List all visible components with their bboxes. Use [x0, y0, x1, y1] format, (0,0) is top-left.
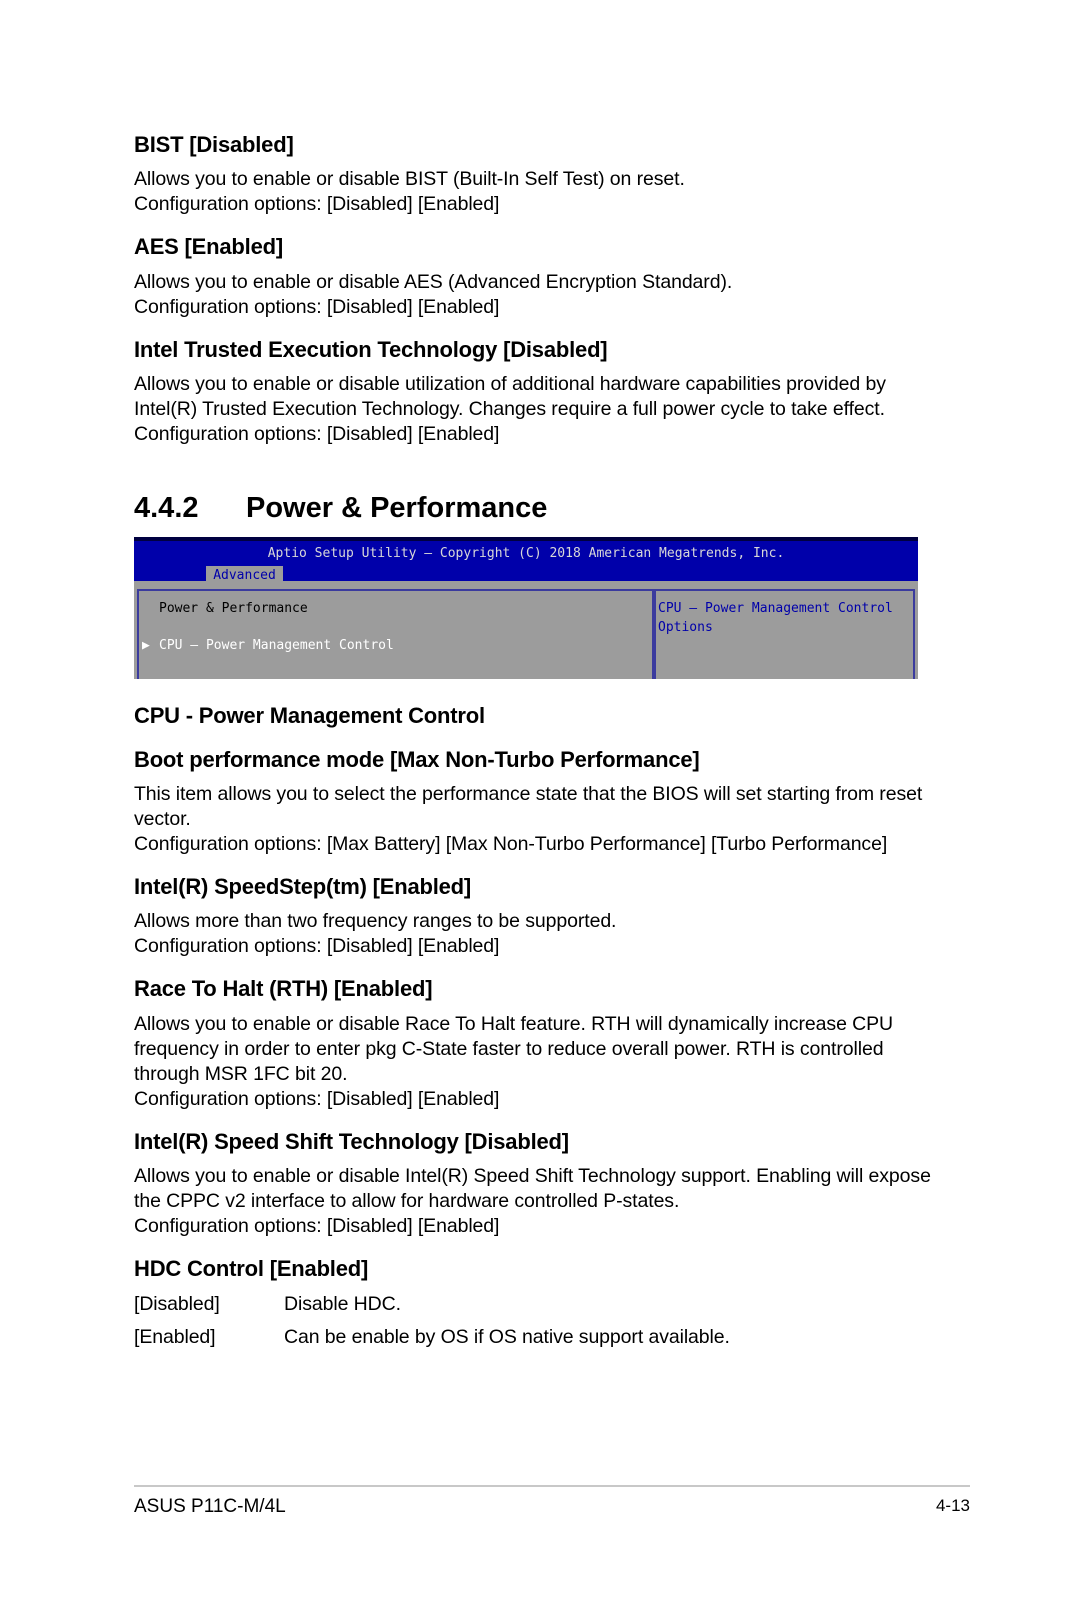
- section-number: 4.4.2: [134, 492, 199, 524]
- aes-description: Allows you to enable or disable AES (Advanced Encryption Standard).: [134, 271, 733, 293]
- txt-description-1: Allows you to enable or disable utilization of additional hardware capabilities provided by: [134, 373, 886, 395]
- hdc-option-enabled-desc: Can be enable by OS if OS native support available.: [284, 1326, 730, 1348]
- bist-heading: BIST [Disabled]: [134, 132, 294, 157]
- txt-options: Configuration options: [Disabled] [Enabled]: [134, 423, 500, 445]
- speedstep-description: Allows more than two frequency ranges to be supported.: [134, 910, 617, 932]
- txt-description-2: Intel(R) Trusted Execution Technology. Changes require a full power cycle to take effect.: [134, 398, 885, 420]
- speed-shift-description-2: the CPPC v2 interface to allow for hardware controlled P-states.: [134, 1190, 680, 1212]
- rth-description-2: frequency in order to enter pkg C-State faster to reduce overall power. RTH is controlled: [134, 1038, 884, 1060]
- rth-description-1: Allows you to enable or disable Race To Halt feature. RTH will dynamically increase CPU: [134, 1013, 894, 1035]
- section-title: Power & Performance: [246, 492, 548, 524]
- bios-screenshot: [134, 537, 918, 679]
- bios-help-line-1: CPU – Power Management Control: [658, 601, 893, 616]
- bios-menu-item-cpu-power[interactable]: CPU – Power Management Control: [159, 638, 394, 653]
- boot-perf-description-1: This item allows you to select the performance state that the BIOS will set starting from reset: [134, 783, 923, 805]
- hdc-option-enabled: [Enabled]: [134, 1326, 216, 1348]
- speed-shift-heading: Intel(R) Speed Shift Technology [Disabled]: [134, 1129, 569, 1154]
- aes-heading: AES [Enabled]: [134, 234, 283, 259]
- footer-divider: [134, 1485, 970, 1487]
- boot-perf-heading: Boot performance mode [Max Non-Turbo Performance]: [134, 747, 700, 772]
- bist-description: Allows you to enable or disable BIST (Built-In Self Test) on reset.: [134, 168, 685, 190]
- hdc-heading: HDC Control [Enabled]: [134, 1256, 369, 1281]
- bios-menu-title: Power & Performance: [159, 601, 308, 616]
- bios-title: Aptio Setup Utility – Copyright (C) 2018 American Megatrends, Inc.: [267, 546, 785, 561]
- hdc-option-disabled: [Disabled]: [134, 1293, 220, 1315]
- aes-options: Configuration options: [Disabled] [Enabled]: [134, 296, 500, 318]
- speedstep-options: Configuration options: [Disabled] [Enabled]: [134, 935, 500, 957]
- speed-shift-description-1: Allows you to enable or disable Intel(R) Speed Shift Technology support. Enabling will expose: [134, 1165, 931, 1187]
- speed-shift-options: Configuration options: [Disabled] [Enabled]: [134, 1215, 500, 1237]
- cpu-power-heading: CPU - Power Management Control: [134, 703, 485, 728]
- bios-help-line-2: Options: [658, 620, 713, 635]
- submenu-arrow-icon: ▶: [142, 638, 150, 653]
- rth-options: Configuration options: [Disabled] [Enabled]: [134, 1088, 500, 1110]
- footer-page-number: 4-13: [935, 1496, 970, 1515]
- boot-perf-options: Configuration options: [Max Battery] [Max Non-Turbo Performance] [Turbo Performance]: [134, 833, 888, 855]
- bios-help-panel: [654, 589, 915, 679]
- rth-description-3: through MSR 1FC bit 20.: [134, 1063, 348, 1085]
- bios-menu-panel: [137, 589, 654, 679]
- speedstep-heading: Intel(R) SpeedStep(tm) [Enabled]: [134, 874, 472, 899]
- rth-heading: Race To Halt (RTH) [Enabled]: [134, 976, 433, 1001]
- footer-product: ASUS P11C-M/4L: [134, 1496, 286, 1517]
- bios-header: [134, 537, 918, 581]
- bios-tab-advanced[interactable]: Advanced: [206, 566, 283, 585]
- hdc-option-disabled-desc: Disable HDC.: [284, 1293, 401, 1315]
- bist-options: Configuration options: [Disabled] [Enabled]: [134, 193, 500, 215]
- boot-perf-description-2: vector.: [134, 808, 191, 830]
- txt-heading: Intel Trusted Execution Technology [Disabled]: [134, 337, 608, 362]
